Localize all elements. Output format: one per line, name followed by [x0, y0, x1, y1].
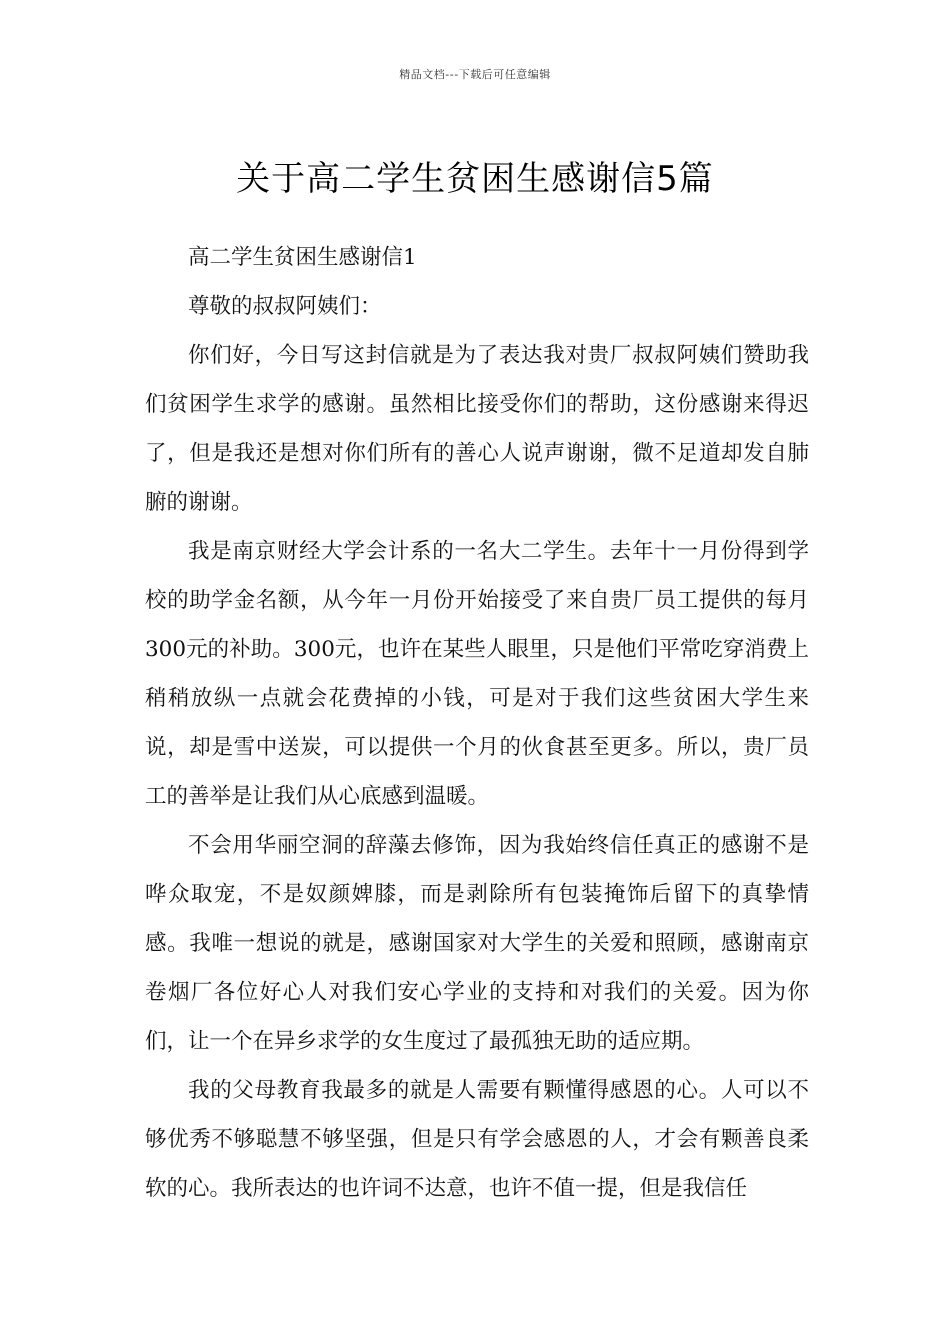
salutation: 尊敬的叔叔阿姨们：	[188, 294, 382, 319]
body-paragraph: 我的父母教育我最多的就是人需要有颗懂得感恩的心。人可以不够优秀不够聪慧不够坚强，但是只有学会感恩的人，才会有颗善良柔软的心。我所表达的也许词不达意，也许不值一提，但是我信任	[145, 1078, 809, 1201]
body-paragraph: 我是南京财经大学会计系的一名大二学生。去年十一月份得到学校的助学金名额，从今年一月份开始接受了来自贵厂员工提供的每月300元的补助。300元，也许在某些人眼里，只是他们平常吃穿消费上稍稍放纵一点就会花费掉的小钱，可是对于我们这些贫困大学生来说，却是雪中送炭，可以提供一个月的伙食甚至更多。所以，贵厂员工的善举是让我们从心底感到温暖。	[145, 539, 809, 809]
document-title: 关于高二学生贫困生感谢信5篇	[236, 158, 714, 199]
section-heading: 高二学生贫困生感谢信1	[188, 245, 417, 270]
body-paragraph: 你们好，今日写这封信就是为了表达我对贵厂叔叔阿姨们赞助我们贫困学生求学的感谢。虽然相比接受你们的帮助，这份感谢来得迟了，但是我还是想对你们所有的善心人说声谢谢，微不足道却发自肺腑的谢谢。	[145, 343, 809, 515]
document-header-note: 精品文档---下载后可任意编辑	[399, 68, 551, 81]
document-body	[145, 233, 809, 1213]
body-paragraph: 不会用华丽空洞的辞藻去修饰，因为我始终信任真正的感谢不是哗众取宠，不是奴颜婢膝，而是剥除所有包装掩饰后留下的真挚情感。我唯一想说的就是，感谢国家对大学生的关爱和照顾，感谢南京卷烟厂各位好心人对我们安心学业的支持和对我们的关爱。因为你们，让一个在异乡求学的女生度过了最孤独无助的适应期。	[145, 833, 809, 1054]
